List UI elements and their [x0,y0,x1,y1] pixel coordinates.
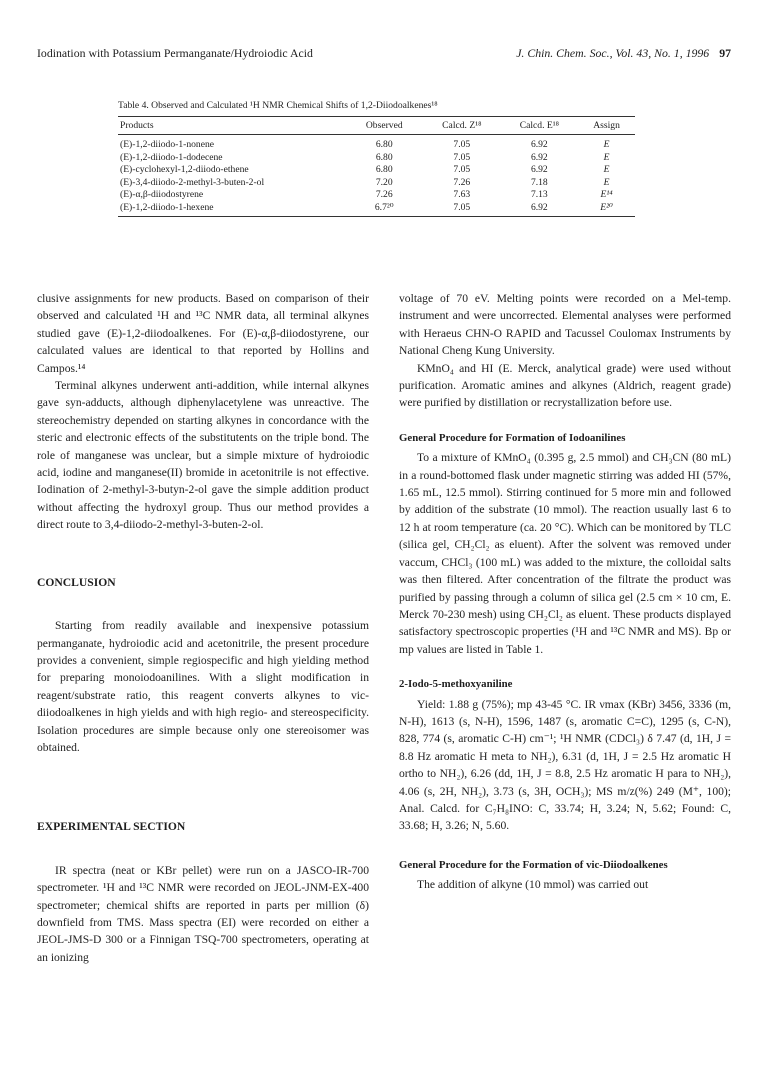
table-row [118,189,635,202]
right-column [399,290,731,894]
subheading-iodoanilines: General Procedure for Formation of Iodoanilines [399,431,626,444]
table-4 [118,100,635,217]
cell-assign: E [603,139,610,150]
paragraph: The addition of alkyne (10 mmol) was carried out [417,878,649,892]
cell-calcd-e: 6.92 [530,151,548,163]
left-column [37,290,369,966]
paragraph: clusive assignments for new products. Based on comparison of their observed and calculated ¹H and ¹³C NMR data, all terminal alkynes studied gave (E)-1,2-diiodoalkenes. For (E)-α,β-diiodostyrene, our calculated values are identical to that reported by Hollins and Campos.¹⁴ [37,292,369,375]
journal-citation: J. Chin. Chem. Soc., Vol. 43, No. 1, 1996 [516,46,710,60]
cell-calcd-z: 7.63 [453,189,471,200]
subheading-compound: 2-Iodo-5-methoxyaniline [399,678,513,691]
table-caption: Table 4. Observed and Calculated ¹H NMR Chemical Shifts of 1,2-Diiodoalkenes¹⁸ [118,100,438,111]
cell-product: (E)-α,β-diiodostyrene [120,189,204,200]
cell-product: (E)-cyclohexyl-1,2-diiodo-ethene [120,164,249,175]
cell-calcd-e: 7.18 [530,176,548,188]
cell-calcd-z: 7.05 [453,151,471,163]
cell-product: (E)-1,2-diiodo-1-hexene [118,201,345,217]
cell-product: (E)-1,2-diiodo-1-dodecene [120,151,223,163]
cell-calcd-z: 7.05 [453,164,471,175]
cell-observed: 6.80 [375,151,393,163]
cell-observed: 6.80 [375,139,393,150]
cell-observed: 7.26 [375,189,393,200]
paragraph: Starting from readily available and inexpensive potassium permanganate, hydroiodic acid and acetonitrile, the present procedure provides a convenient, simple regiospecific and high yielding method for preparing monoiodoanilines. With a slight modification in reagent/substrate ratio, this reagent converts alkynes to vic-diiodoalkenes in high yields and with high regio- and stereospecificity. Isolation procedures are simple because only one stereoisomer was obtained. [37,619,369,754]
cell-calcd-e: 6.92 [530,164,548,175]
page-number: 97 [719,46,731,60]
cell-observed: 6.80 [375,164,393,175]
cell-observed: 7.20 [375,176,393,188]
paragraph: Terminal alkynes underwent anti-addition, while internal alkynes gave syn-adducts, although diphenylacetylene was unreactive. The stereochemistry depended on starting alkynes in concordance with the steric and electronic effects of the substitutents on the triple bond. The role of manganese was unclear, but a simple mixture of hydroiodic acid, iodine and manganese(II) bromide in acetonitrile is not effective. Iodination of 2-methyl-3-butyn-2-ol gave the simple addition product without affecting the hydroxyl group. Thus our method provides a direct route to 3,4-diiodo-2-methyl-3-buten-2-ol. [37,379,369,532]
cell-assign: E [603,176,610,188]
col-products: Products [118,117,345,135]
nmr-shift-table [118,116,635,217]
subheading-diiodoalkenes: General Procedure for the Formation of vic-Diiodoalkenes [399,858,668,871]
cell-calcd-z: 7.05 [423,201,501,217]
cell-product: (E)-3,4-diiodo-2-methyl-3-buten-2-ol [120,176,265,188]
cell-product: (E)-1,2-diiodo-1-nonene [120,139,215,150]
header-journal [516,46,731,61]
table-row [118,176,635,189]
col-calcd-z: Calcd. Z¹⁸ [423,117,501,135]
cell-calcd-z: 7.26 [453,176,471,188]
cell-calcd-e: 6.92 [530,139,548,150]
paragraph: IR spectra (neat or KBr pellet) were run on a JASCO-IR-700 spectrometer. ¹H and ¹³C NMR were recorded on JEOL-JNM-EX-400 spectrometer; chemical shifts are reported in parts per million (δ) downfield from TMS. Mass spectra (EI) were recorded on either a JEOL-JMS-D 300 or a Finnigan TSQ-700 spectrometers, operating at an ionizing [37,863,369,964]
cell-assign: E²⁰ [578,201,635,217]
col-observed: Observed [345,117,423,135]
cell-observed: 6.7²⁰ [345,201,423,217]
paragraph: KMnO₄ and HI (E. Merck, analytical grade) were used without purification. Aromatic amines and alkynes (Aldrich, reagent grade) were purified by distillation or recrystallization before use. [399,361,731,410]
table-row [118,164,635,177]
cell-calcd-e: 7.13 [530,189,548,200]
cell-calcd-e: 6.92 [501,201,579,217]
cell-assign: E [603,164,610,175]
header-title: Iodination with Potassium Permanganate/Hydroiodic Acid [37,46,313,60]
table-header-row [118,117,635,135]
conclusion-heading: CONCLUSION [37,575,116,589]
cell-calcd-z: 7.05 [453,139,471,150]
table-row [118,135,635,152]
table-row [118,201,635,217]
paragraph: Yield: 1.88 g (75%); mp 43-45 °C. IR νmax (KBr) 3456, 3336 (m, N-H), 1613 (s, N-H), 1596, 1487 (s, aromatic C=C), 1295 (s, C-N), 828, 774 (s, aromatic C-H) cm⁻¹; ¹H NMR (CDCl₃) δ 7.47 (d, 1H, J = 8.8 Hz aromatic H meta to NH₂), 6.31 (d, 1H, J = 2.5 Hz aromatic H ortho to NH₂), 6.26 (dd, 1H, J = 8.8, 2.5 Hz aromatic H para to NH₂), 4.06 (s, 2H, NH₂), 3.73 (s, 3H, OCH₃); MS m/z(%) 249 (M⁺, 100); Anal. Calcd. for C₇H₈INO: C, 33.74; H, 3.24; N, 5.62; Found: C, 33.68; H, 3.26; N, 5.60. [399,697,731,833]
experimental-heading: EXPERIMENTAL SECTION [37,820,186,834]
paragraph: To a mixture of KMnO₄ (0.395 g, 2.5 mmol) and CH₃CN (80 mL) in a round-bottomed flask under magnetic stirring was added HI (57%, 1.65 mL, 12.5 mmol). Stirring continued for 5 more min and followed by addition of the substrate (10 mmol). The reaction usually last 6 to 12 h at room temperature (ca. 20 °C). Which can be monitored by TLC (silica gel, CH₂Cl₂ as eluent). After the solvent was removed under vaccum, CHCl₃ (100 mL) was added to the mixture, the colloidal salts was then filtered. After concentration of the filtrate the product was purified by passing through a column of silica gel (2.5 cm × 10 cm, E. Merck 70-230 mesh) using CH₂Cl₂ as eluent. These products displayed satisfactory spectroscopic properties (¹H and ¹³C NMR and MS). Bp or mp values are listed in Table 1. [399,451,731,656]
cell-assign: E¹⁴ [600,189,613,200]
cell-assign: E [603,151,610,163]
col-calcd-e: Calcd. E¹⁸ [501,117,579,135]
paragraph: voltage of 70 eV. Melting points were recorded on a Mel-temp. instrument and were uncorrected. Elemental analyses were performed with Heraeus CHN-O RAPID and Tacussel Coulomax Instruments by National Cheng Kung University. [399,292,731,358]
col-assign: Assign [578,117,635,135]
table-row [118,151,635,164]
